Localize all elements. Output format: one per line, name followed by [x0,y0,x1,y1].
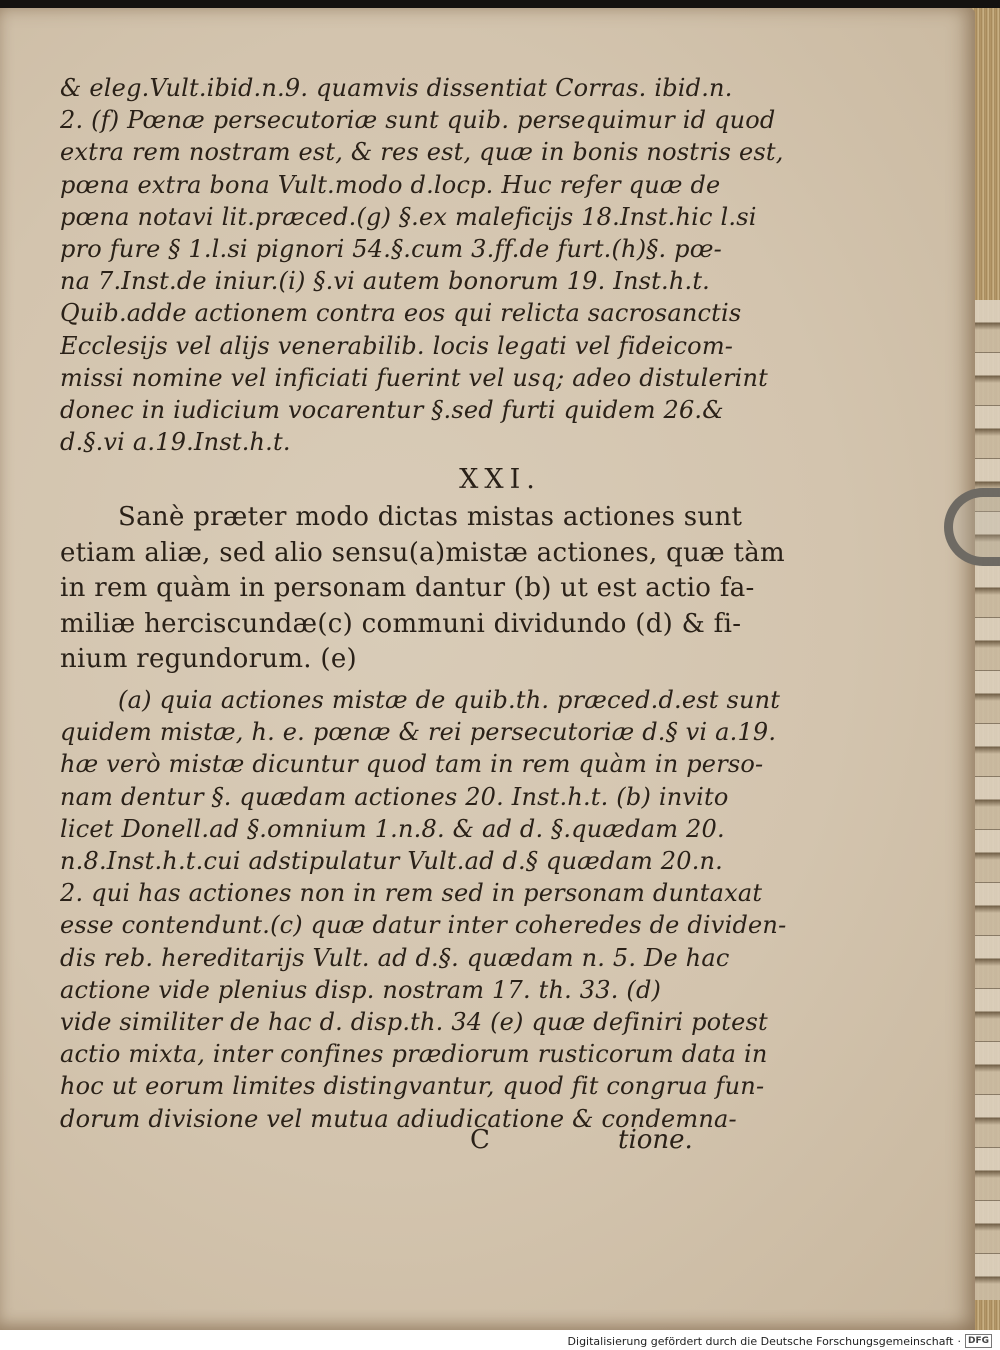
credit-text: Digitalisierung gefördert durch die Deutsche Forschungsgemeinschaft [567,1334,954,1348]
credit-separator: · [957,1334,961,1348]
text-line: pœna extra bona Vult.modo d.locp. Huc refer quæ de [60,170,721,199]
text-line: Ecclesijs vel alijs venerabilib. locis legati vel fideicom- [60,331,734,360]
signature-mark: C [470,1125,490,1155]
text-line: pro fure § 1.l.si pignori 54.§.cum 3.ff.de furt.(h)§. pœ- [60,235,722,264]
text-line: d.§.vi a.19.Inst.h.t. [60,428,291,457]
dfg-logo: DFG [965,1334,992,1348]
text-line: licet Donell.ad §.omnium 1.n.8. & ad d. §.quædam 20. [60,814,725,843]
text-line: esse contendunt.(c) quæ datur inter coheredes de dividen- [60,911,787,940]
text-line: quidem mistæ, h. e. pœnæ & rei persecutoriæ d.§ vi a.19. [60,718,777,747]
text-line: pœna notavi lit.præced.(g) §.ex maleficijs 18.Inst.hic l.si [60,202,757,231]
text-line: dis reb. hereditarijs Vult. ad d.§. quædam n. 5. De hac [60,943,730,972]
text-line: miliæ herciscundæ(c) communi dividundo (d) & fi- [60,608,742,639]
catchword: tione. [618,1125,693,1155]
text-line: actione vide plenius disp. nostram 17. th. 33. (d) [60,975,662,1004]
text-line: etiam aliæ, sed alio sensu(a)mistæ actiones, quæ tàm [60,537,785,568]
funding-credit [568,1333,992,1349]
text-line: n.8.Inst.h.t.cui adstipulatur Vult.ad d.§ quædam 20.n. [60,846,724,875]
text-line: dorum divisione vel mutua adiudicatione & condemna- [60,1104,737,1133]
text-line: Sanè præter modo dictas mistas actiones sunt [118,502,743,533]
text-line: hoc ut eorum limites distingvantur, quod fit congrua fun- [60,1072,765,1101]
text-line: extra rem nostram est, & res est, quæ in bonis nostris est, [60,138,784,167]
text-line: hæ verò mistæ dicuntur quod tam in rem quàm in perso- [60,750,764,779]
text-line: nam dentur §. quædam actiones 20. Inst.h.t. (b) invito [60,782,729,811]
text-line: 2. qui has actiones non in rem sed in personam duntaxat [60,879,763,908]
text-line: 2. (f) Pœnæ persecutoriæ sunt quib. persequimur id quod [60,106,776,135]
body-paragraph [60,500,900,678]
page-text [60,72,900,1135]
text-line: (a) quia actiones mistæ de quib.th. præced.d.est sunt [118,685,781,714]
book-page [0,8,975,1330]
text-line: Quib.adde actionem contra eos qui relicta sacrosanctis [60,299,742,328]
text-line: actio mixta, inter confines prædiorum rusticorum data in [60,1040,768,1069]
text-line: missi nomine vel inficiati fuerint vel usq; adeo distulerint [60,363,769,392]
text-line: in rem quàm in personam dantur (b) ut est actio fa- [60,573,755,604]
section-heading: XXI. [459,464,541,496]
top-notes [60,72,900,458]
text-line: nium regundorum. (e) [60,644,358,675]
text-line: vide similiter de hac d. disp.th. 34 (e) quæ definiri potest [60,1007,768,1036]
text-line: na 7.Inst.de iniur.(i) §.vi autem bonorum 19. Inst.h.t. [60,267,710,296]
text-line: donec in iudicium vocarentur §.sed furti quidem 26.& [60,396,724,425]
text-line: & eleg.Vult.ibid.n.9. quamvis dissentiat Corras. ibid.n. [60,74,733,102]
footnotes [60,684,900,1135]
